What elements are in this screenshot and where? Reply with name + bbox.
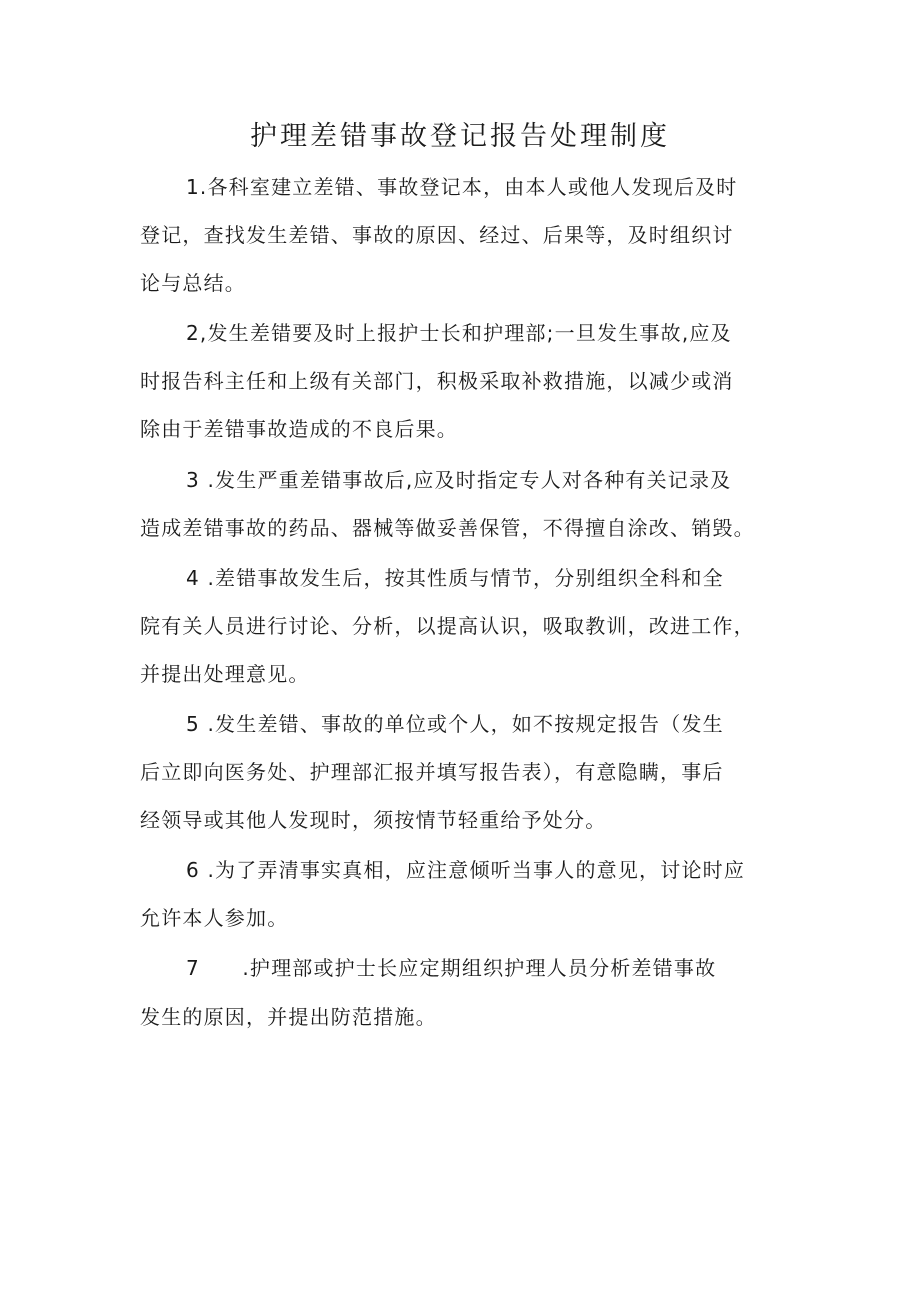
item-4-line-3: 并提出处理意见。 (140, 662, 310, 686)
item-3-line-1: 3 .发生严重差错事故后,应及时指定专人对各种有关记录及 (186, 468, 732, 492)
item-7-line-1: 7 .护理部或护士长应定期组织护理人员分析差错事故 (186, 956, 717, 980)
item-7-line-2: 发生的原因，并提出防范措施。 (140, 1005, 437, 1029)
item-5-line-3: 经领导或其他人发现时，须按情节轻重给予处分。 (140, 808, 607, 832)
item-6-line-2: 允许本人参加。 (140, 906, 289, 930)
item-1-line-1: 1.各科室建立差错、事故登记本，由本人或他人发现后及时 (186, 175, 738, 199)
item-5-line-1: 5 .发生差错、事故的单位或个人，如不按规定报告（发生 (186, 712, 724, 736)
item-2-line-3: 除由于差错事故造成的不良后果。 (140, 417, 458, 441)
document-title: 护理差错事故登记报告处理制度 (250, 121, 670, 152)
item-6-line-1: 6 .为了弄清事实真相，应注意倾听当事人的意见，讨论时应 (186, 858, 746, 882)
item-2-line-2: 时报告科主任和上级有关部门，积极采取补救措施，以减少或消 (140, 369, 734, 393)
item-5-line-2: 后立即向医务处、护理部汇报并填写报告表），有意隐瞒，事后 (140, 760, 724, 784)
item-4-line-2: 院有关人员进行讨论、分析，以提高认识，吸取教训，改进工作， (140, 614, 755, 638)
item-3-line-2: 造成差错事故的药品、器械等做妥善保管，不得擅自涂改、销毁。 (140, 516, 755, 540)
item-2-line-1: 2,发生差错要及时上报护士长和护理部;一旦发生事故,应及 (186, 321, 732, 345)
item-1-line-2: 登记，查找发生差错、事故的原因、经过、后果等，及时组织讨 (140, 223, 734, 247)
item-1-line-3: 论与总结。 (140, 271, 246, 295)
item-4-line-1: 4 .差错事故发生后，按其性质与情节，分别组织全科和全 (186, 566, 724, 590)
